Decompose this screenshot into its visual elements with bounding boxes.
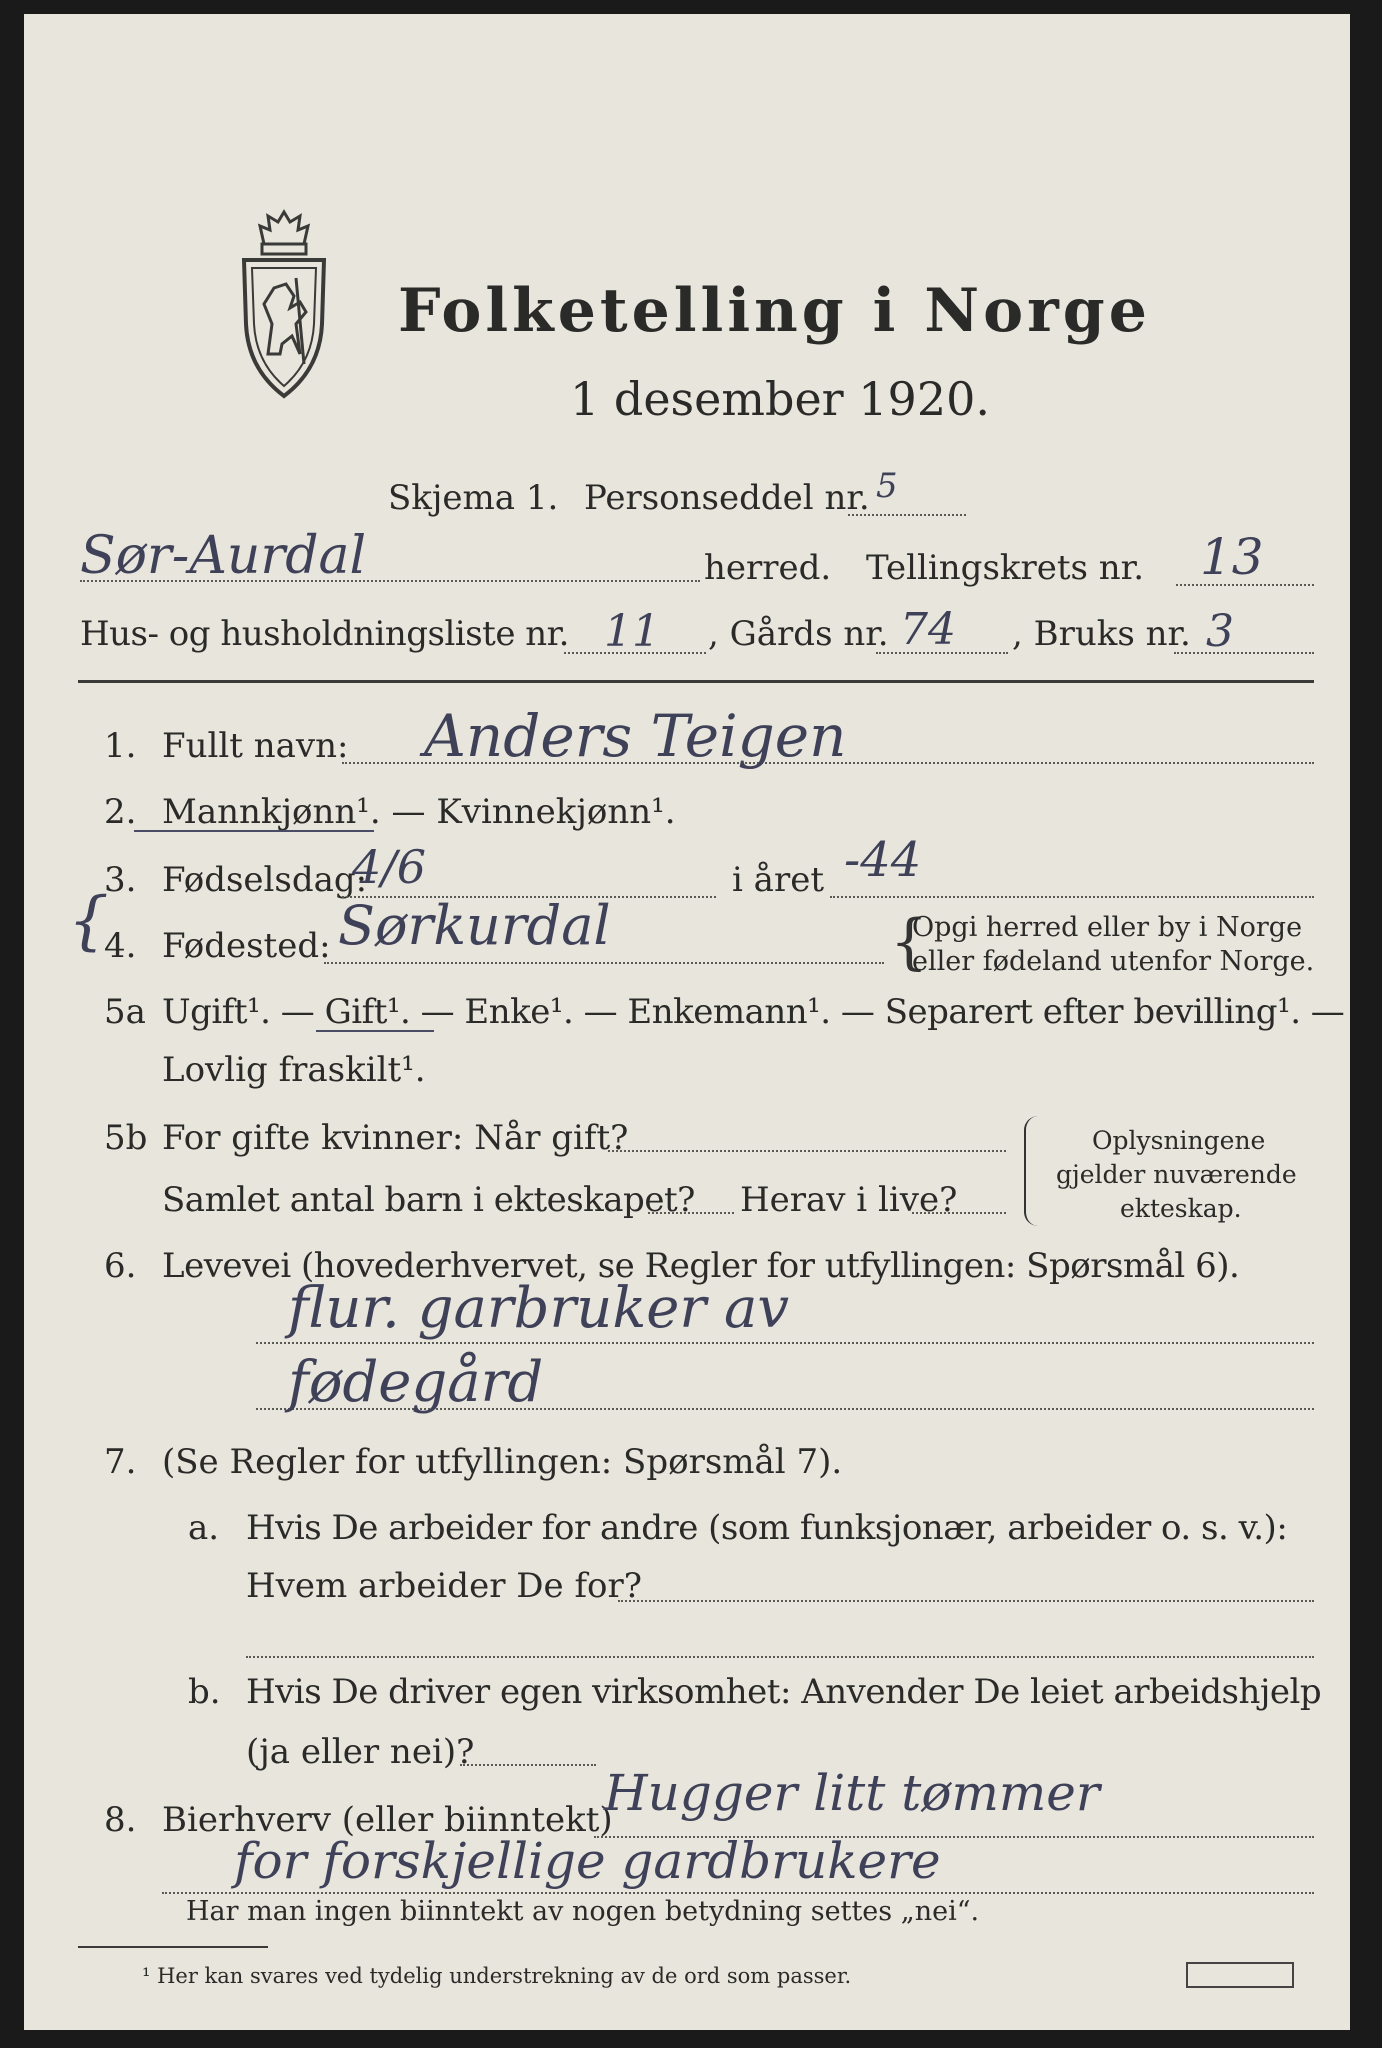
q7a-number: a. [188, 1508, 220, 1548]
q7a-line-2 [246, 1656, 1314, 1658]
bruks-value: 3 [1206, 606, 1234, 657]
q5a-label-2: Lovlig fraskilt¹. [162, 1050, 426, 1090]
q1-number: 1. [104, 726, 137, 766]
q8-label: Bierhverv (eller biinntekt) [162, 1800, 613, 1840]
q4-note-line-2: eller fødeland utenfor Norge. [912, 946, 1315, 977]
footnote: ¹ Her kan svares ved tydelig understrekning av de ord som passer. [142, 1964, 852, 1988]
q5b-alive-line [912, 1212, 1006, 1214]
herred-line [80, 580, 700, 582]
q5b-label-3: Herav i live? [740, 1180, 958, 1220]
q4-note-brace: { [890, 907, 929, 977]
q5a-underline [316, 1030, 434, 1032]
q4-note-line-1: Opgi herred eller by i Norge [912, 912, 1303, 943]
q4-margin-mark: { [68, 884, 109, 958]
footnote-divider [78, 1946, 268, 1948]
q6-value-1: flur. garbruker av [288, 1276, 789, 1341]
q3-year-line [830, 896, 1314, 898]
q8-line-2 [162, 1892, 1314, 1894]
q5b-number: 5b [104, 1118, 148, 1158]
personseddel-line [848, 514, 966, 516]
q6-label: Levevei (hovederhvervet, se Regler for utfyllingen: Spørsmål 6). [162, 1246, 1240, 1286]
q5b-note-line-1: Oplysningene [1092, 1126, 1266, 1155]
q4-line [324, 962, 884, 964]
q5a-number: 5a [104, 992, 146, 1032]
q7a-line-1 [618, 1600, 1314, 1602]
personseddel-label: Personseddel nr. [584, 478, 870, 518]
q7-number: 7. [104, 1442, 137, 1482]
q7-label: (Se Regler for utfyllingen: Spørsmål 7). [162, 1442, 843, 1482]
q7b-line [460, 1764, 596, 1766]
q7b-label: Hvis De driver egen virksomhet: Anvender De leiet arbeidshjelp [246, 1672, 1322, 1712]
q2-label: Mannkjønn¹. — Kvinnekjønn¹. [162, 792, 676, 832]
q2-underline [134, 830, 374, 832]
q5b-note-brace [1024, 1116, 1042, 1226]
q5b-children-line [648, 1212, 734, 1214]
q5b-married-line [608, 1150, 1006, 1152]
page-title: Folketelling i Norge [398, 276, 1151, 346]
q5b-note-line-2: gjelder nuværende [1056, 1160, 1297, 1189]
printer-stamp-icon [1186, 1962, 1294, 1988]
q3-value: 4/6 [352, 840, 427, 894]
q5a-label: Ugift¹. — Gift¹. — Enke¹. — Enkemann¹. — Separert efter bevilling¹. — [162, 992, 1345, 1032]
q1-value: Anders Teigen [424, 702, 847, 770]
q5b-label: For gifte kvinner: Når gift? [162, 1118, 629, 1158]
coat-of-arms-icon [234, 204, 334, 404]
q7b-number: b. [188, 1672, 221, 1712]
bruks-label: , Bruks nr. [1012, 614, 1191, 654]
q7a-label: Hvis De arbeider for andre (som funksjonær, arbeider o. s. v.): [246, 1508, 1288, 1548]
tellingskrets-value: 13 [1200, 528, 1264, 586]
personseddel-value: 5 [876, 466, 898, 506]
gards-value: 74 [900, 604, 956, 655]
tellingskrets-label: Tellingskrets nr. [866, 548, 1145, 588]
q7a-label-2: Hvem arbeider De for? [246, 1566, 642, 1606]
q1-label: Fullt navn: [162, 726, 349, 766]
header-divider [78, 680, 1314, 683]
q2-number: 2. [104, 792, 137, 832]
q5b-note-line-3: ekteskap. [1120, 1194, 1242, 1223]
q4-label: Fødested: [162, 926, 331, 966]
q8-number: 8. [104, 1800, 137, 1840]
census-date: 1 desember 1920. [570, 372, 990, 426]
q4-number: 4. [104, 926, 137, 966]
q8-value-2: for forskjellige gardbrukere [234, 1832, 941, 1890]
q8-note: Har man ingen biinntekt av nogen betydning settes „nei“. [186, 1896, 980, 1927]
bruks-line [1174, 652, 1314, 654]
q4-value: Sørkurdal [338, 894, 611, 957]
q3-year-value: -44 [844, 832, 922, 888]
herred-label: herred. [704, 548, 832, 588]
q3-number: 3. [104, 860, 137, 900]
husliste-label: Hus- og husholdningsliste nr. [80, 614, 569, 654]
q6-number: 6. [104, 1246, 137, 1286]
schema-label: Skjema 1. [388, 478, 559, 518]
census-form [24, 14, 1350, 2030]
q8-value-1: Hugger litt tømmer [604, 1764, 1100, 1822]
q7b-label-2: (ja eller nei)? [246, 1732, 475, 1772]
q3-year-label: i året [732, 860, 824, 900]
q3-label: Fødselsdag: [162, 860, 368, 900]
q6-value-2: fødegård [288, 1350, 544, 1415]
gards-label: , Gårds nr. [708, 614, 889, 654]
q6-line-1 [256, 1342, 1314, 1344]
herred-value: Sør-Aurdal [80, 526, 367, 586]
q5b-label-2: Samlet antal barn i ekteskapet? [162, 1180, 695, 1220]
husliste-value: 11 [604, 606, 660, 657]
